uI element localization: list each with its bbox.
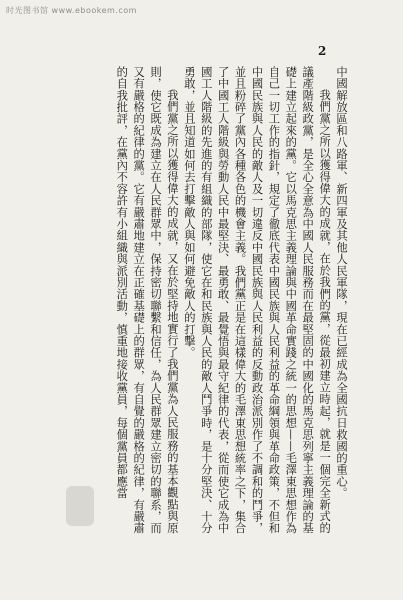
watermark: 时光图书馆 www.ebookem.com (6, 6, 137, 15)
page-number: 2 (318, 44, 327, 58)
page-text (49, 66, 349, 536)
paragraph: 我們黨之所以獲得偉大的成就，在於我們的黨，從最初建立時起，就是一個完全新式的議產階級政黨，是全心全意為中國人民服務而在最堅固的中國化的馬克思列寧主義理論的基礎上建立起來的黨。它以馬克思主義理論與中國革命實踐之統一的思想——毛澤東思想作為自己一切工作的指針，規定了徹底代表中國民族與人民利益的革命綱領與革命政策，不但和中國民族與人民的敵人及一切違反中國民族與人民利益的反動政治派別作了不調和的鬥爭，並且粉碎了黨內各種各色的機會主義。我們黨正是在這樣偉大的毛澤東思想統率之下，集合了中國工人階級與勞動人民中最堅決、最勇敢、最覺悟與最守紀律的代表，從而使它成為中國工人階級的先進的有組織的部隊，使它在和民族與人民的敵人鬥爭時，是十分堅決、十分勇敢，並且知道如何去打擊敵人與如何避免敵人的打擊。 (182, 66, 332, 534)
paragraph: 中國解放區和八路軍、新四軍及其他人民軍隊，現在已經成為全國抗日救國的重心。 (335, 66, 348, 499)
ink-stain (66, 486, 94, 526)
paragraph: 我們黨之所以獲得偉大的成就，又在於堅持地實行了我們黨為人民服務的基本觀點與原則，使它既成為建立在人民群眾中，保持密切聯繫和信任，為人民群眾建立密切的聯系，而又有嚴格的紀律的黨。它有嚴肅地建立在正確基礎上的群眾，有自覺的嚴格的紀律，有嚴肅的自我批評，在黨內不容許有小組織與派別活動，慎重地接收黨員，每個黨員都應當 (115, 66, 179, 534)
